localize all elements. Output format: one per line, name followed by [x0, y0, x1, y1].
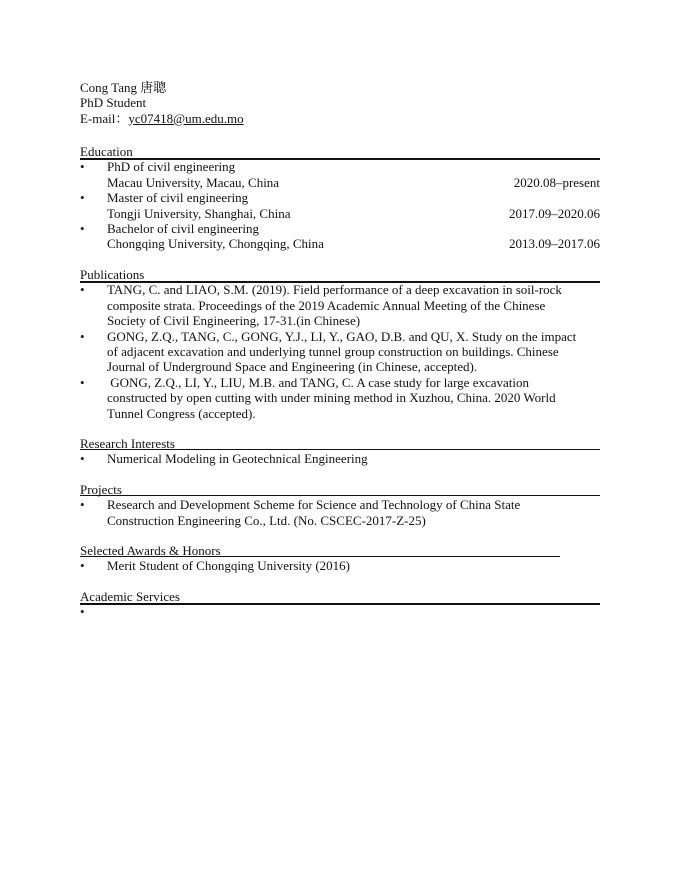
publication-item	[80, 282, 600, 328]
dates: 2013.09–2017.06	[509, 236, 600, 252]
school: Chongqing University, Chongqing, China	[107, 236, 324, 252]
project-line: Construction Engineering Co., Ltd. (No. CSCEC-2017-Z-25)	[107, 512, 426, 528]
list-item	[80, 497, 600, 528]
list-item	[80, 604, 600, 619]
dates: 2020.08–present	[513, 174, 600, 190]
services-heading: Academic Services	[80, 589, 180, 604]
contact-header	[80, 80, 600, 126]
award-item: Merit Student of Chongqing University (2016)	[107, 558, 351, 574]
email-link[interactable]: yc07418@um.edu.mo	[128, 110, 244, 126]
publication-item	[80, 375, 600, 421]
list-item	[80, 451, 600, 466]
divider	[80, 556, 560, 557]
list-item	[80, 558, 600, 573]
publication-line: GONG, Z.Q., LI, Y., LIU, M.B. and TANG, C. A case study for large excavation	[107, 374, 529, 390]
email-line	[80, 111, 600, 126]
education-section	[80, 144, 600, 252]
bullet: •	[80, 497, 85, 513]
awards-heading: Selected Awards & Honors	[80, 543, 221, 558]
divider	[80, 449, 600, 450]
projects-section	[80, 482, 600, 528]
bullet: •	[80, 374, 85, 390]
school: Tongji University, Shanghai, China	[107, 205, 291, 221]
dates: 2017.09–2020.06	[509, 205, 600, 221]
research-section	[80, 436, 600, 467]
bullet: •	[80, 451, 85, 467]
publications-heading: Publications	[80, 267, 145, 282]
publication-line: Journal of Underground Space and Engineering (in Chinese, accepted).	[107, 359, 478, 375]
publication-line: GONG, Z.Q., TANG, C., GONG, Y.J., LI, Y., GAO, D.B. and QU, X. Study on the impact	[107, 328, 577, 344]
publication-line: composite strata. Proceedings of the 2019 Academic Annual Meeting of the Chinese	[107, 297, 546, 313]
bullet: •	[80, 190, 85, 206]
bullet: •	[80, 282, 85, 298]
research-item: Numerical Modeling in Geotechnical Engineering	[107, 451, 368, 467]
person-name: Cong Tang 唐聰	[80, 80, 167, 95]
publication-line: Tunnel Congress (accepted).	[107, 405, 256, 421]
degree: Master of civil engineering	[107, 190, 249, 206]
divider	[80, 495, 600, 496]
research-heading: Research Interests	[80, 436, 175, 451]
education-heading: Education	[80, 144, 133, 159]
projects-heading: Projects	[80, 482, 122, 497]
publication-line: of adjacent excavation and underlying tunnel group construction on buildings. Chinese	[107, 343, 559, 359]
degree: PhD of civil engineering	[107, 159, 236, 175]
education-item	[80, 159, 600, 190]
publication-line: TANG, C. and LIAO, S.M. (2019). Field performance of a deep excavation in soil-rock	[107, 282, 562, 298]
person-title: PhD Student	[80, 95, 147, 111]
degree: Bachelor of civil engineering	[107, 220, 259, 236]
bullet: •	[80, 604, 85, 620]
publication-item	[80, 329, 600, 375]
bullet: •	[80, 558, 85, 574]
publication-line: Society of Civil Engineering, 17-31.(in Chinese)	[107, 313, 361, 329]
email-label: E-mail：	[80, 110, 129, 126]
bullet: •	[80, 159, 85, 175]
publication-line: constructed by open cutting with under mining method in Xuzhou, China. 2020 World	[107, 390, 556, 406]
bullet: •	[80, 328, 85, 344]
school: Macau University, Macau, China	[107, 174, 280, 190]
project-line: Research and Development Scheme for Science and Technology of China State	[107, 497, 521, 513]
education-item	[80, 221, 600, 252]
publications-section	[80, 267, 600, 421]
services-section	[80, 589, 600, 620]
bullet: •	[80, 220, 85, 236]
education-item	[80, 190, 600, 221]
awards-section	[80, 543, 600, 574]
